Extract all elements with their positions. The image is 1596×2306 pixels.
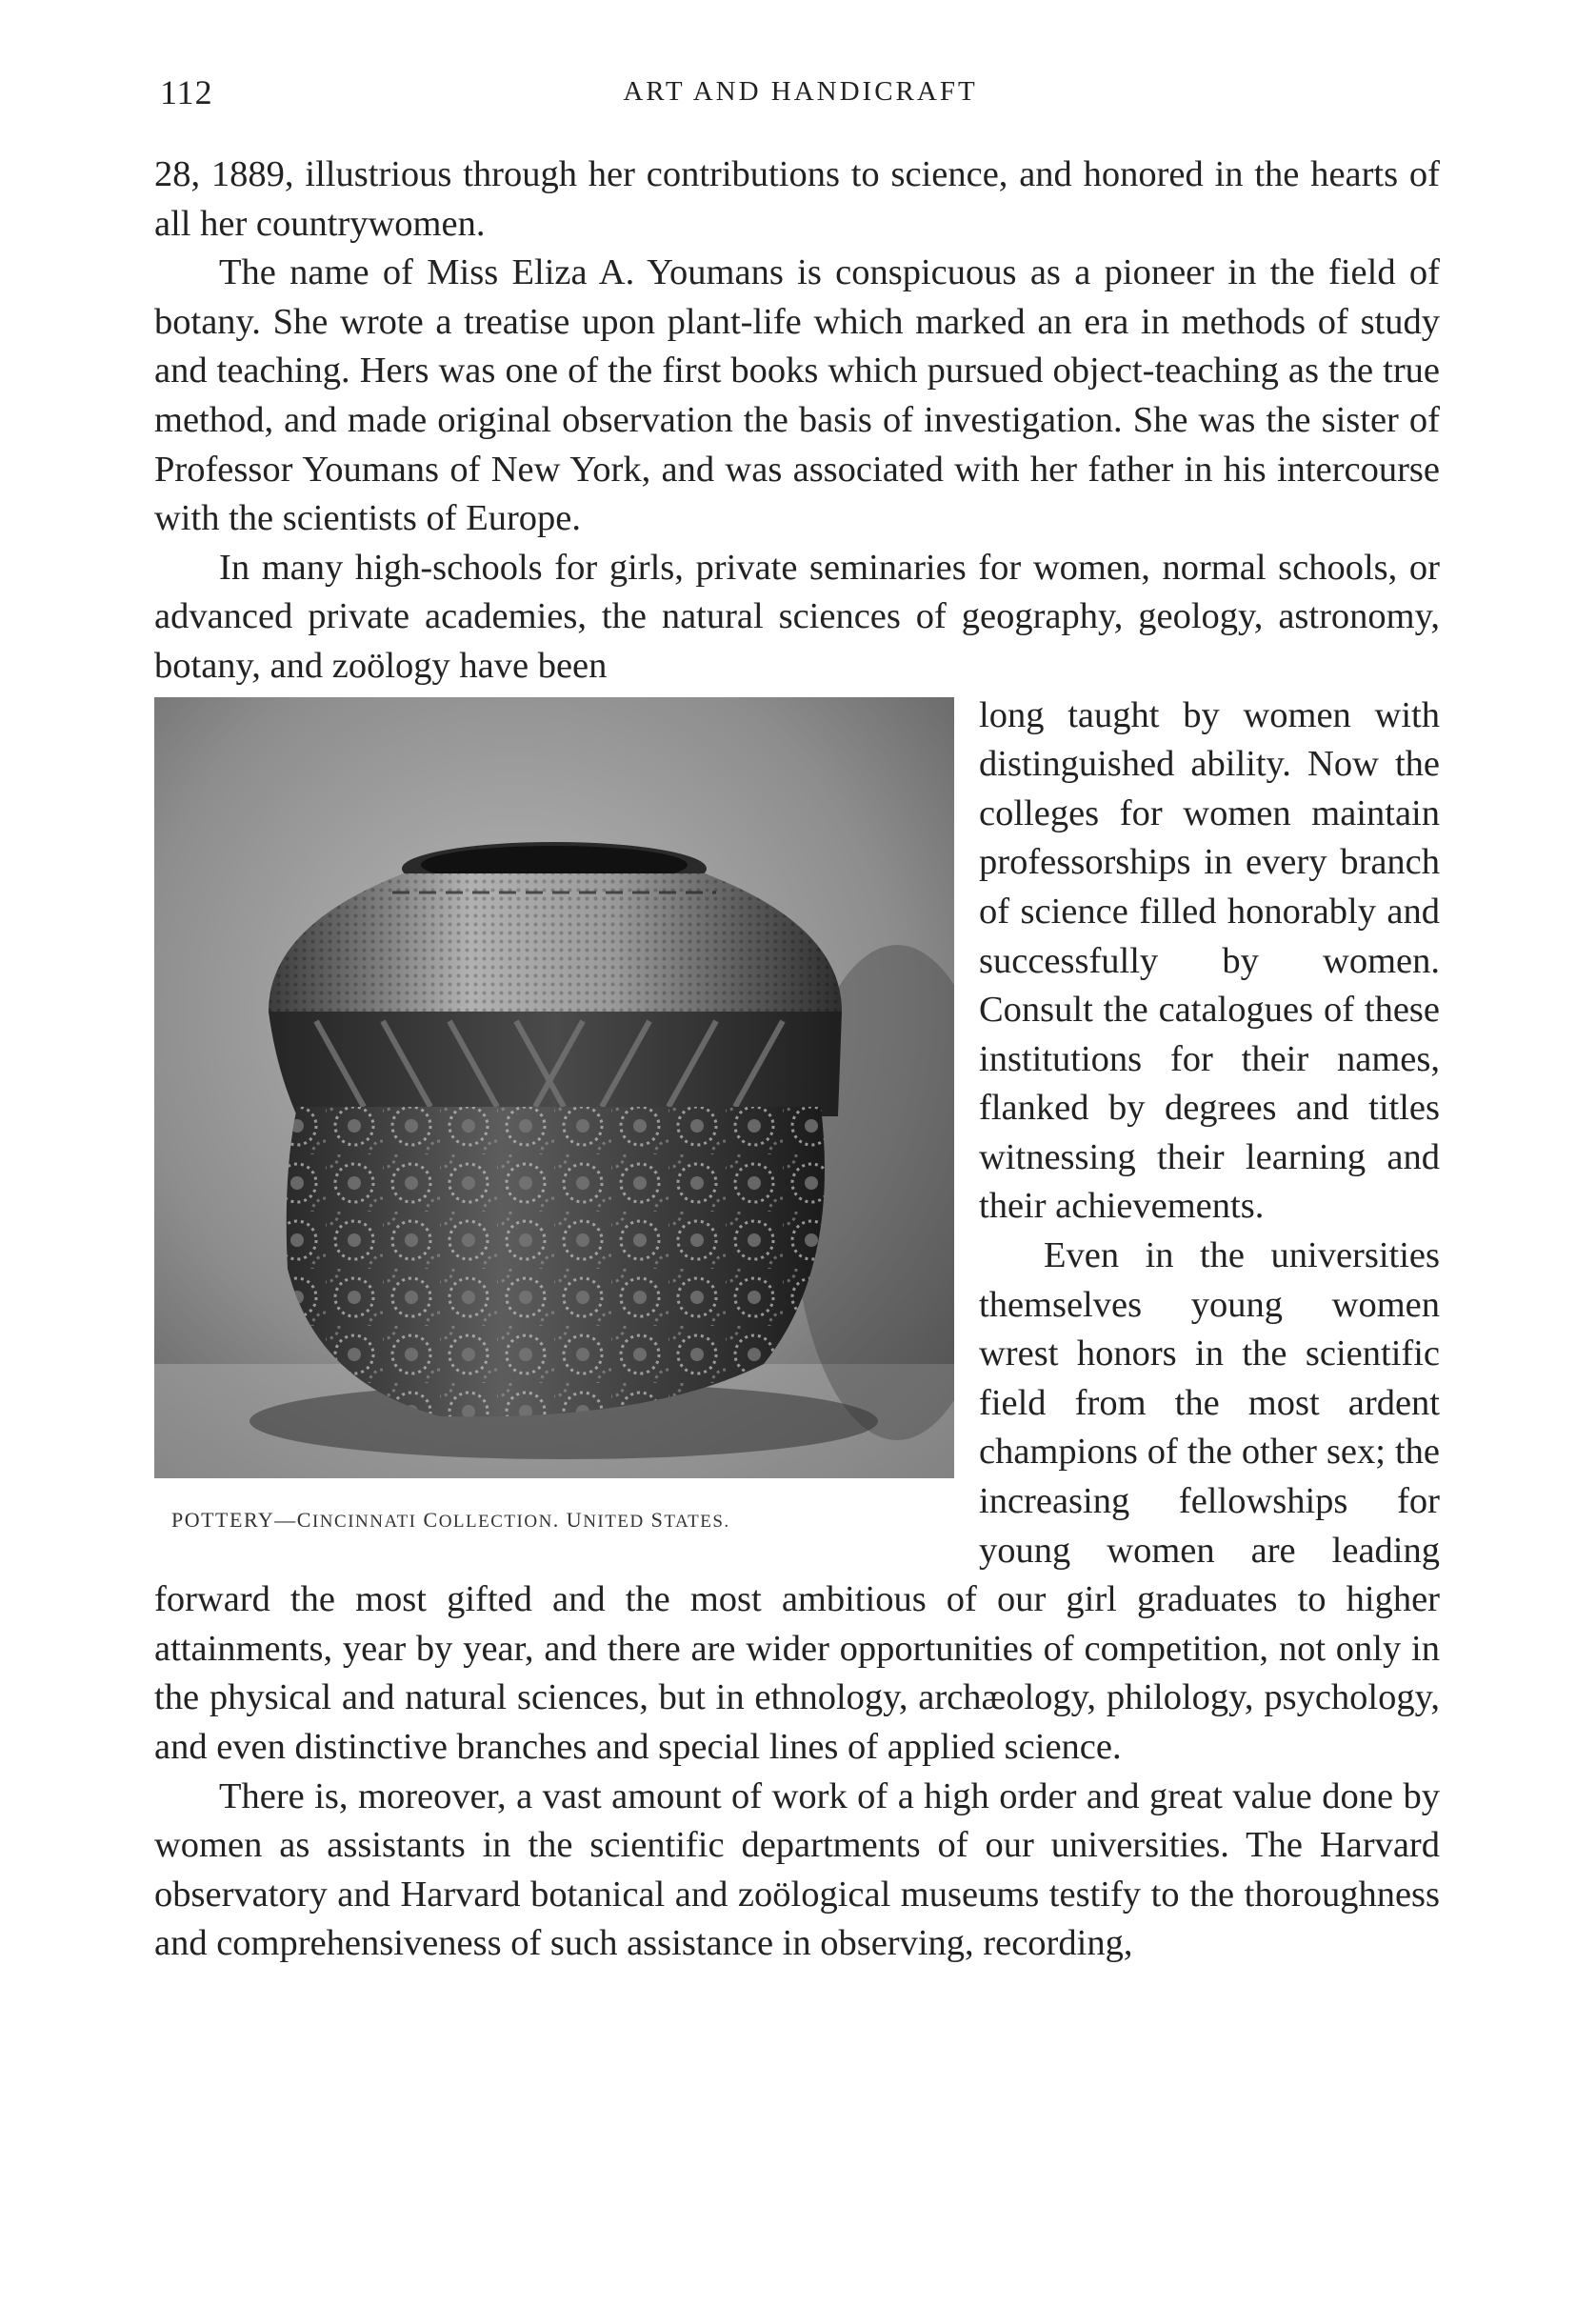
- paragraph-3: In many high-schools for girls, private seminaries for women, normal schools, or advanced private academies, the natural sciences of geography, geology, astronomy, botany, and zoölogy have been: [154, 547, 1440, 686]
- figure-caption: POTTERY—CINCINNATI COLLECTION. UNITED STATES.: [171, 1507, 730, 1532]
- pottery-figure: [154, 697, 958, 1566]
- paragraph-2: The name of Miss Eliza A. Youmans is conspicuous as a pioneer in the field of botany. She wrote a treatise upon plant-life which marked an era in methods of study and teaching. Hers was one of the first books which pursued object-teaching as the true method, and made original observation the basis of investigation. She was the sister of Professor Youmans of New York, and was associated with her father in his intercourse with the scientists of Europe.: [154, 252, 1440, 539]
- paragraph-4: long taught by women with distinguished ability. Now the colleges for women maintain professorships in every branch of science filled honorably and successfully by women. Consult the catalogues of these institutions for their names, flanked by degrees and titles witnessing their learning and their achievements.: [979, 694, 1440, 1227]
- running-head: [160, 72, 1441, 114]
- running-title: ART AND HANDICRAFT: [623, 76, 978, 107]
- paragraph-5: Even in the universities themselves young women wrest honors in the scientific field from the most ardent champions of the other sex; the increasing fellowships for young women are leading forward the most gifted and the most ambitious of our girl graduates to higher attainments, year by year, and there are wider opportunities of competition, not only in the physical and natural sciences, but in ethnology, archæology, philology, psychology, and even distinctive branches and special lines of applied science.: [154, 1235, 1440, 1767]
- paragraph-1: 28, 1889, illustrious through her contributions to science, and honored in the hearts of all her countrywomen.: [154, 154, 1440, 244]
- page-number: 112: [160, 73, 213, 111]
- body-text: [154, 150, 1440, 1969]
- pottery-vase-photo: [154, 697, 954, 1478]
- paragraph-6: There is, moreover, a vast amount of work of a high order and great value done by women as assistants in the scientific departments of our universities. The Harvard observatory and Harvard botanical and zoölogical museums testify to the thoroughness and comprehensiveness of such assistance in observing, recording,: [154, 1775, 1440, 1964]
- vase-illustration: [154, 697, 954, 1478]
